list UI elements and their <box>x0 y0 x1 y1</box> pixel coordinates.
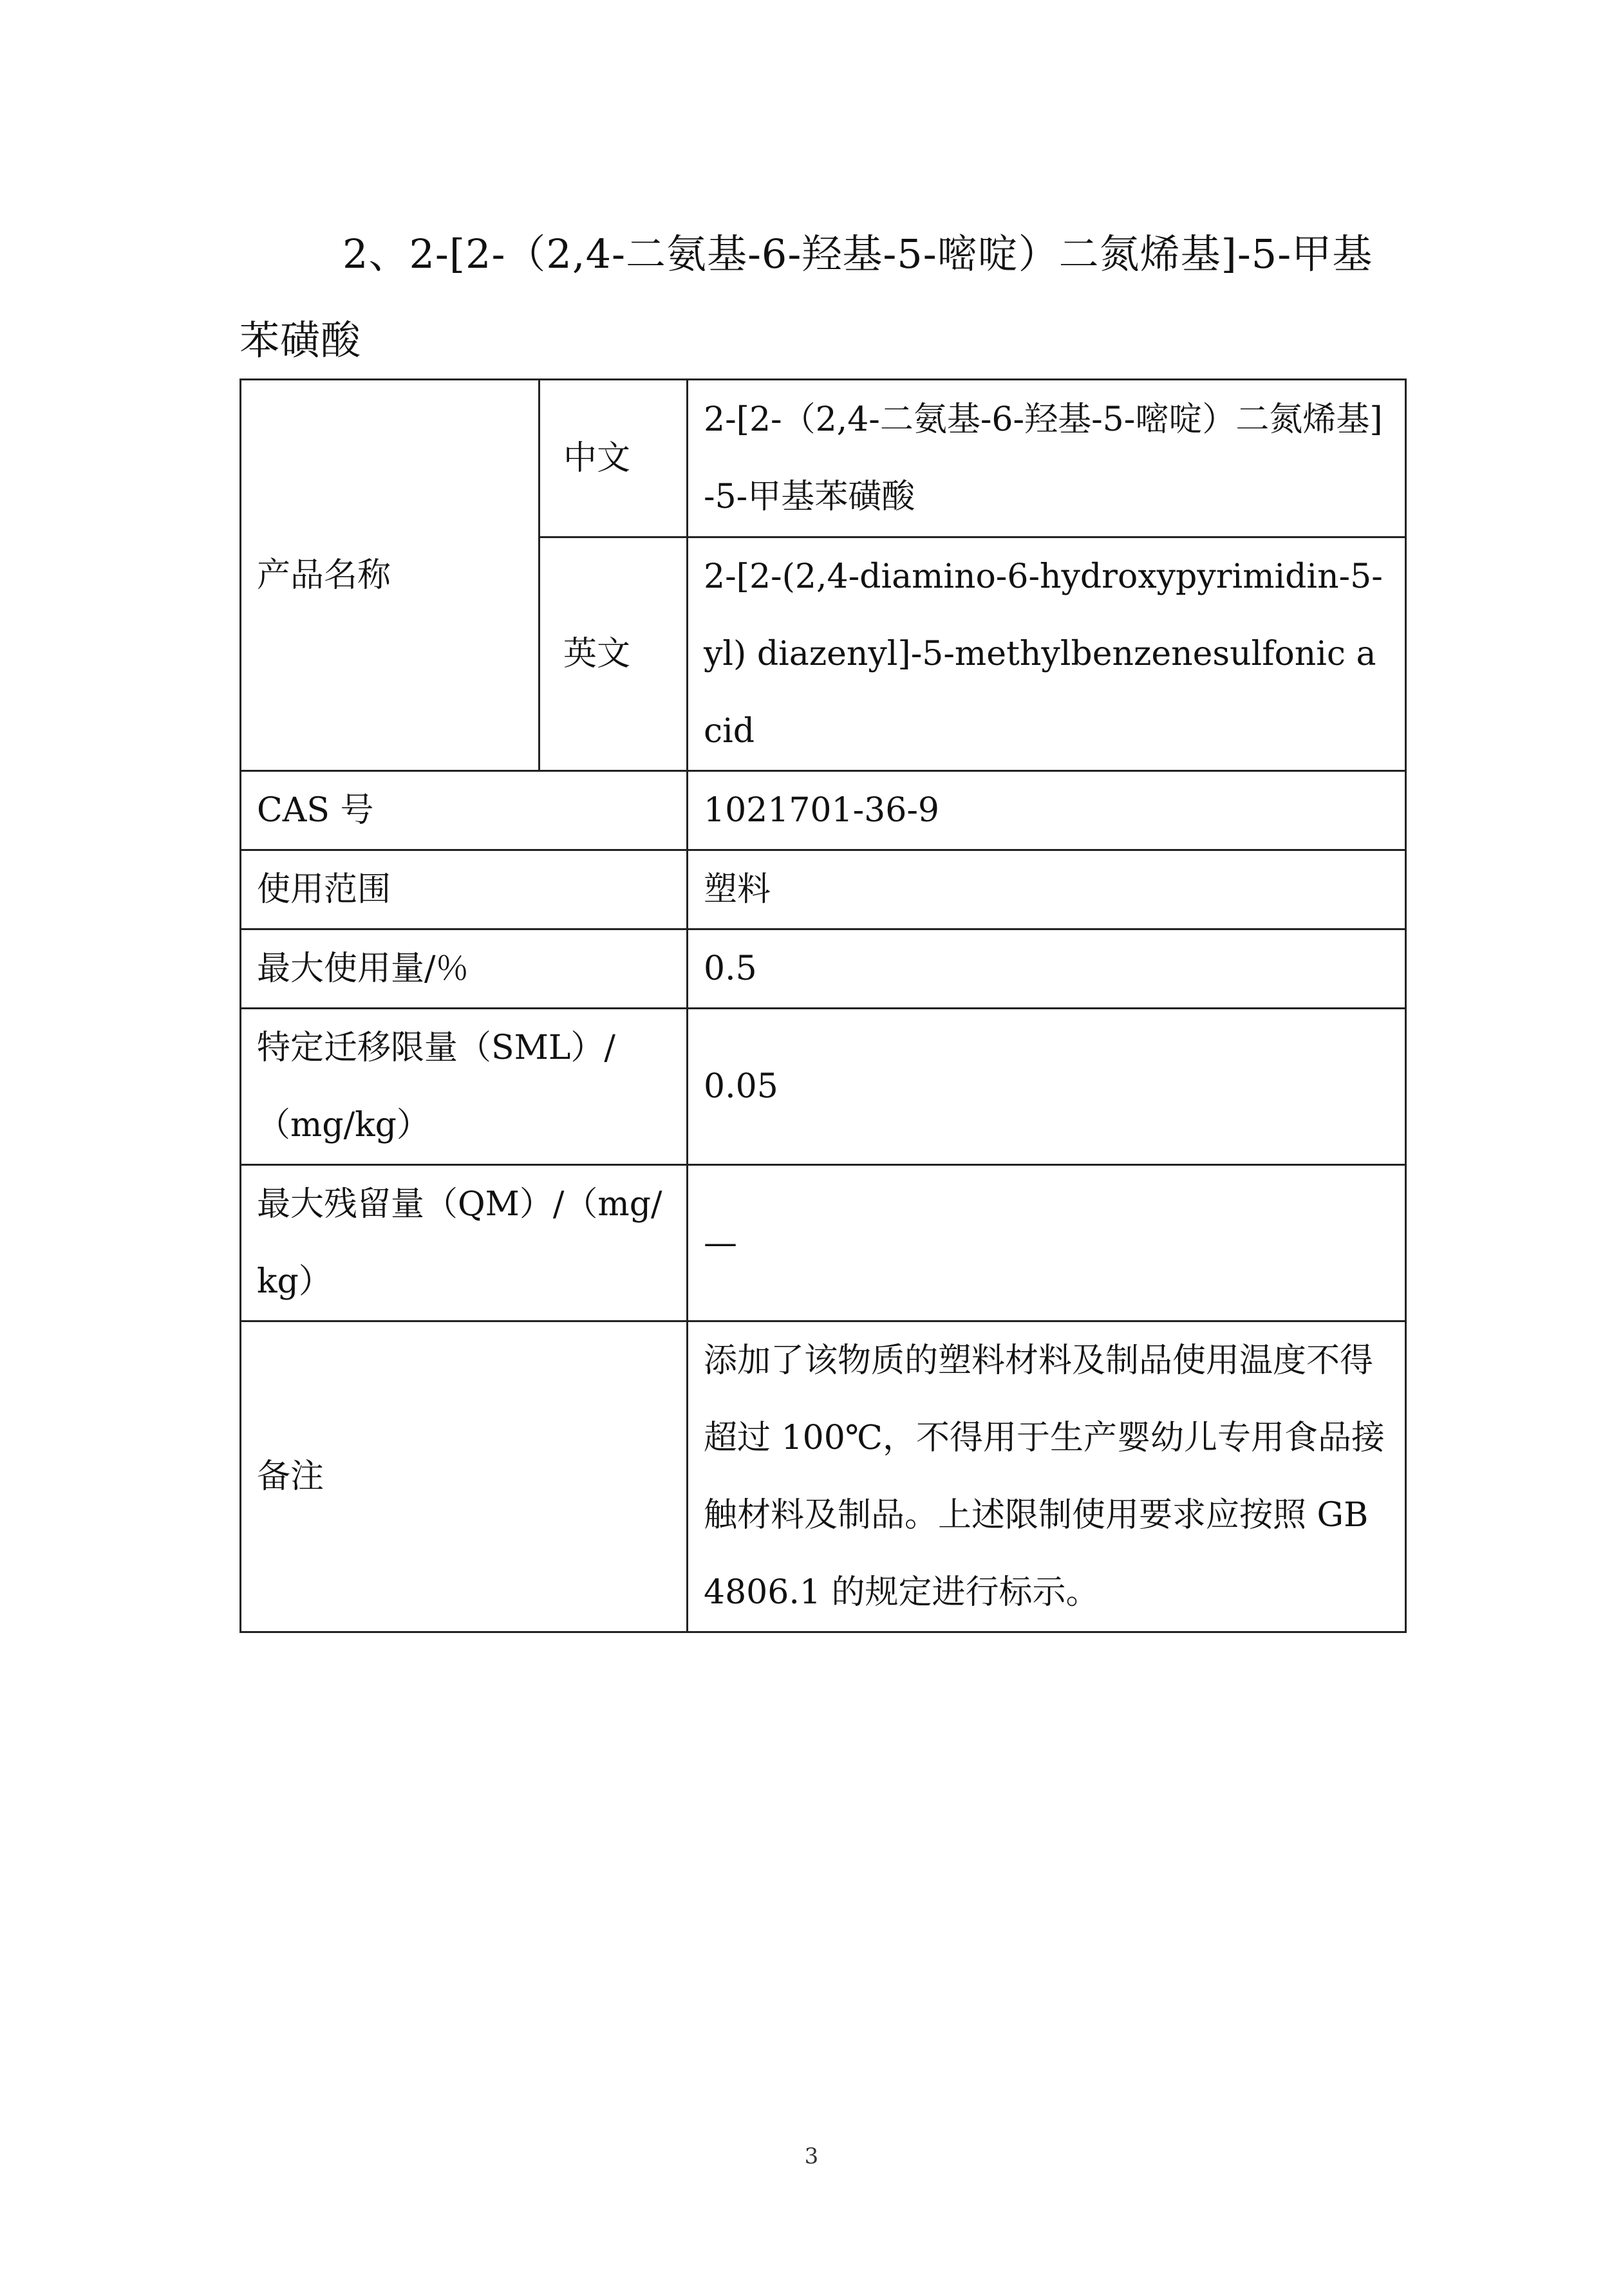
table-row-sml <box>241 1009 1406 1165</box>
table-row-cas <box>241 771 1406 850</box>
max-usage-value: 0.5 <box>688 929 1406 1009</box>
table-row-scope <box>241 850 1406 929</box>
qm-label: 最大残留量（QM）/（mg/kg） <box>241 1165 688 1321</box>
table-row-remarks <box>241 1321 1406 1632</box>
cas-label: CAS 号 <box>241 771 688 850</box>
substance-spec-table <box>239 378 1407 1633</box>
english-name-value: 2-[2-(2,4-diamino-6-hydroxypyrimidin-5-yl) diazenyl]-5-methylbenzenesulfonic acid <box>688 537 1406 771</box>
english-label: 英文 <box>539 537 688 771</box>
qm-value: — <box>688 1165 1406 1321</box>
page-number: 3 <box>804 2143 819 2169</box>
sml-label: 特定迁移限量（SML）/（mg/kg） <box>241 1009 688 1165</box>
scope-label: 使用范围 <box>241 850 688 929</box>
remarks-value: 添加了该物质的塑料材料及制品使用温度不得超过 100℃，不得用于生产婴幼儿专用食品接触材料及制品。上述限制使用要求应按照 GB 4806.1 的规定进行标示。 <box>688 1321 1406 1632</box>
chinese-name-value: 2-[2-（2,4-二氨基-6-羟基-5-嘧啶）二氮烯基]-5-甲基苯磺酸 <box>688 380 1406 537</box>
table-row-chinese-name <box>241 380 1406 537</box>
cas-value: 1021701-36-9 <box>688 771 1406 850</box>
table-row-qm <box>241 1165 1406 1321</box>
sml-value: 0.05 <box>688 1009 1406 1165</box>
scope-value: 塑料 <box>688 850 1406 929</box>
remarks-label: 备注 <box>241 1321 688 1632</box>
max-usage-label: 最大使用量/％ <box>241 929 688 1009</box>
section-heading: 2、2-[2-（2,4-二氨基-6-羟基-5-嘧啶）二氮烯基]-5-甲基苯磺酸 <box>239 230 1373 364</box>
chinese-label: 中文 <box>539 380 688 537</box>
table-row-max-usage <box>241 929 1406 1009</box>
product-name-label: 产品名称 <box>241 380 539 771</box>
